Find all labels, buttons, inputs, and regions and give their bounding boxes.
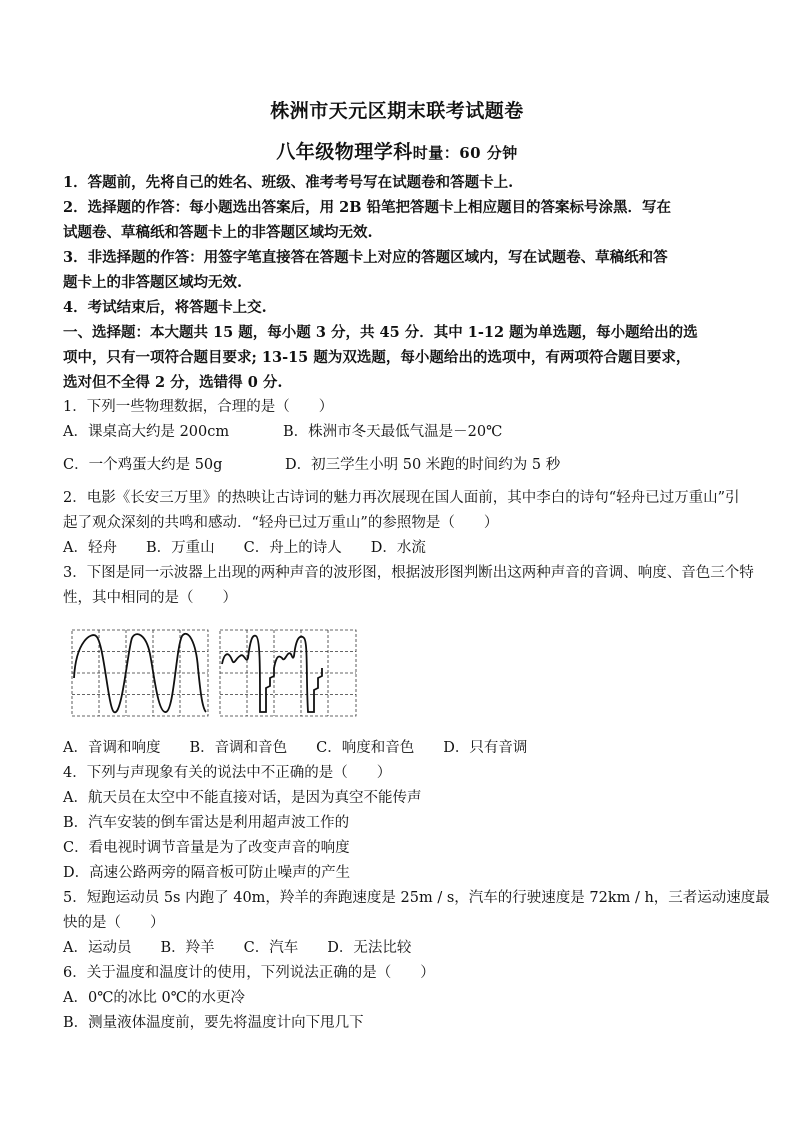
instruction-line: 题卡上的非答题区域均无效. — [63, 274, 243, 291]
subject-label: 八年级物理学科 — [276, 141, 413, 163]
instructions-block — [63, 170, 754, 611]
question-5-options: A．运动员 B．羚羊 C．汽车 D．无法比较 — [63, 940, 412, 956]
time-limit: 时量：60 分钟 — [412, 144, 518, 162]
section-heading: 项中，只有一项符合题目要求; 13-15 题为双选题，每小题给出的选项中，有两项符合题目要求， — [63, 349, 691, 366]
oscilloscope-waveforms — [70, 628, 360, 720]
question-3-stem: 性，其中相同的是（ ） — [63, 590, 237, 606]
option-a: A．课桌高大约是 200cm — [63, 424, 230, 440]
question-1-options-cd — [63, 453, 731, 478]
waveform-figure — [70, 628, 360, 724]
question-2-stem: 起了观众深刻的共鸣和感动．“轻舟已过万重山”的参照物是（ ） — [63, 515, 499, 531]
question-1-options-ab — [63, 420, 731, 445]
option-a: A．0℃的冰比 0℃的水更冷 — [63, 990, 245, 1006]
question-1-stem: 1．下列一些物理数据，合理的是（ ） — [63, 399, 334, 415]
instruction-line: 4．考试结束后，将答题卡上交. — [63, 299, 267, 316]
option-b: B．株洲市冬天最低气温是－20℃ — [283, 424, 503, 440]
instruction-line: 1．答题前，先将自己的姓名、班级、准考考号写在试题卷和答题卡上. — [63, 174, 514, 191]
questions-continued — [63, 736, 770, 1036]
question-2-stem: 2．电影《长安三万里》的热映让古诗词的魅力再次展现在国人面前，其中李白的诗句“轻舟已过万重山”引 — [63, 490, 740, 506]
exam-title: 株洲市天元区期末联考试题卷 — [270, 100, 524, 122]
question-3-stem: 3．下图是同一示波器上出现的两种声音的波形图，根据波形图判断出这两种声音的音调、响度、音色三个特 — [63, 565, 754, 581]
question-4-stem: 4．下列与声现象有关的说法中不正确的是（ ） — [63, 765, 392, 781]
question-3-options: A．音调和响度 B．音调和音色 C．响度和音色 D．只有音调 — [63, 740, 528, 756]
question-5-stem: 快的是（ ） — [63, 915, 165, 931]
option-b: B．测量液体温度前，要先将温度计向下甩几下 — [63, 1015, 364, 1031]
question-5-stem: 5．短跑运动员 5s 内跑了 40m，羚羊的奔跑速度是 25m / s，汽车的行驶速度是 72km / h，三者运动速度最 — [63, 890, 770, 906]
option-c: C．看电视时调节音量是为了改变声音的响度 — [63, 840, 350, 856]
option-d: D．高速公路两旁的隔音板可防止噪声的产生 — [63, 865, 351, 881]
exam-subtitle — [0, 137, 794, 164]
instruction-line: 3．非选择题的作答：用签字笔直接答在答题卡上对应的答题区域内，写在试题卷、草稿纸和答 — [63, 249, 668, 266]
section-heading: 选对但不全得 2 分，选错得 0 分. — [63, 374, 283, 391]
waveform-grid-left — [72, 630, 208, 716]
option-b: B．汽车安装的倒车雷达是利用超声波工作的 — [63, 815, 350, 831]
instruction-line: 2．选择题的作答：每小题选出答案后，用 2B 铅笔把答题卡上相应题目的答案标号涂黑．写在 — [63, 199, 672, 216]
option-c: C．一个鸡蛋大约是 50g — [63, 457, 223, 473]
instruction-line: 试题卷、草稿纸和答题卡上的非答题区域均无效. — [63, 224, 373, 241]
question-6-stem: 6．关于温度和温度计的使用，下列说法正确的是（ ） — [63, 965, 435, 981]
waveform-grid-right — [220, 630, 356, 716]
question-2-options: A．轻舟 B．万重山 C．舟上的诗人 D．水流 — [63, 540, 426, 556]
waveform-complex — [222, 636, 322, 712]
option-a: A．航天员在太空中不能直接对话，是因为真空不能传声 — [63, 790, 422, 806]
section-heading: 一、选择题：本大题共 15 题，每小题 3 分，共 45 分．其中 1-12 题为单选题，每小题给出的选 — [63, 324, 698, 341]
option-d: D．初三学生小明 50 米跑的时间约为 5 秒 — [285, 457, 561, 473]
